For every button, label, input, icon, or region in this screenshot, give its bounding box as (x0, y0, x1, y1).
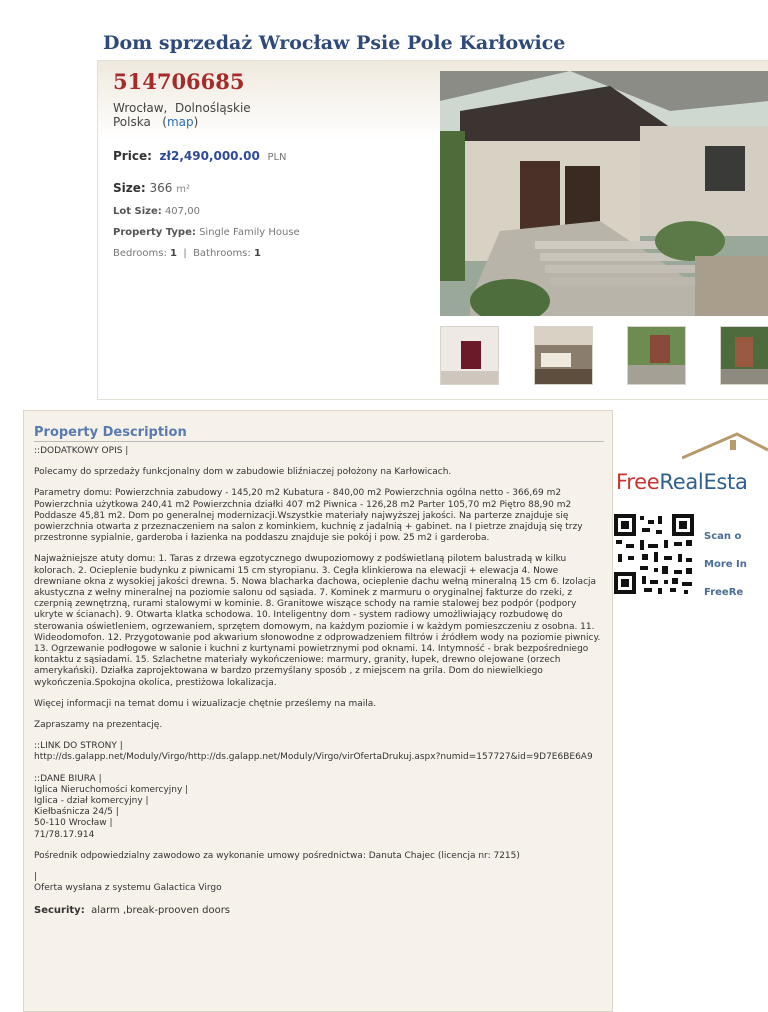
house-logo-icon (682, 428, 768, 468)
thumbnail-2[interactable] (534, 326, 593, 385)
security-label: Security: (34, 904, 85, 916)
lot-size-row (113, 206, 200, 217)
size-value: 366 (149, 181, 173, 195)
property-type-label: Property Type: (113, 227, 196, 238)
thumbnail-3[interactable] (627, 326, 686, 385)
map-link[interactable]: map (166, 115, 194, 129)
bathrooms-value: 1 (253, 248, 261, 259)
price-label: Price: (113, 149, 152, 163)
office-details: ::DANE BIURA | Iglica Nieruchomości komercyjny | Iglica - dział komercyjny | Kiełbaśnicza 24/5 | 50-110 Wrocław | 71/78.17.914 (34, 773, 189, 840)
description-paragraph: Zapraszamy na prezentację. (34, 720, 163, 731)
size-row (113, 181, 190, 195)
description-paragraph: Najważniejsze atuty domu: 1. Taras z drzewa egzotycznego dwupoziomowy z podświetlaną pilotem balustradą w kilku kolorach. 2. Ocieplenie budynku z piwnicami 15 cm styropianu. 3. Cegła klinkierowa na elewacji + elewacja 4. Nowe drewniane okna z wysokiej jakości drewna. 5. Nowa blacharka dachowa, ocieplenie dachu wełną mineralną 15 cm 6. Izolacja akustyczna z wełny mineralnej na poziomie salonu od sąsiada. 7. Kominek z marmuru o oryginalnej fakturze do rzeki, z czerpnią zewnętrzną, rurami stalowymi w kominie. 8. Granitowe wiszące schody na ramie stalowej bez podpór (podpory ukryte w ścianach). 9. Otwarta klatka schodowa. 10. Inteligentny dom - system radiowy umożliwiający rozbudowę do sterowania oświetleniem, ogrzewaniem, sprzętem domowym, na każdym poziomie i w każdym pomieszczeniu z osobna. 11. Wideodomofon. 12. Przygotowanie pod akwarium słonowodne z odprowadzeniem filtrów i źródłem wody na poziomie piwnicy. 13. Ogrzewanie podłogowe w salonie i kuchni z kurtynami powietrznymi pod oknami. 14. Intymność - brak bezpośredniego kontaktu z sąsiadami. 15. Szlachetne materiały wykończeniowe: marmury, granity, łupek, drewno olejowane (orzech amerykański). Działka zaprojektowana w bardzo przemyślany sposób , z miejscem na grila. Dom do niewielkiego wykończenia.Spokojna okolica, prestiżowa lokalizacja. (34, 554, 601, 688)
free-real-estate-logo[interactable] (616, 470, 748, 494)
bathrooms-label: Bathrooms: (193, 248, 251, 259)
rooms-row (113, 248, 261, 259)
lot-size-value: 407,00 (164, 206, 200, 217)
logo-text-free: Free (616, 470, 660, 494)
qr-code (614, 514, 694, 594)
address-country: Polska (113, 115, 151, 129)
security-value: alarm ,break-prooven doors (91, 904, 231, 916)
bedrooms-value: 1 (170, 248, 177, 259)
address-city: Wrocław, Dolnośląskie (113, 101, 251, 115)
property-type-value: Single Family House (199, 227, 300, 238)
freerealestate-link[interactable]: FreeRe (704, 587, 744, 598)
agent-paragraph: Pośrednik odpowiedzialny zawodowo za wykonanie umowy pośrednictwa: Danuta Chajec (licencja nr: 7215) (34, 850, 520, 861)
price-currency: PLN (267, 152, 287, 163)
listing-id: 514706685 (113, 69, 245, 94)
link-paragraph: ::LINK DO STRONY | http://ds.galapp.net/Moduly/Virgo/http://ds.galapp.net/Moduly/Virgo/virOfertaDrukuj.aspx?numid=157727&id=9D7E6BE6A9 (34, 741, 593, 763)
more-info-link[interactable]: More In (704, 559, 747, 570)
logo-text-realestate: RealEsta (659, 470, 748, 494)
description-body (34, 446, 606, 926)
description-paragraph: Więcej informacji na temat domu i wizualizacje chętnie prześlemy na maila. (34, 698, 377, 709)
system-paragraph: | Oferta wysłana z systemu Galactica Virgo (34, 872, 222, 894)
property-type-row (113, 227, 300, 238)
description-paragraph: Parametry domu: Powierzchnia zabudowy - 145,20 m2 Kubatura - 840,00 m2 Powierzchnia ogólna netto - 366,69 m2 Powierzchnia użytkowa 240,41 m2 Powierzchnia działki 407 m2 Piwnica - 126,28 m2 Parter 105,70 m2 Piętro 88,90 m2 Poddasze 45,81 m2. Dom po generalnej modernizacji.Wszystkie materiały najwyższej jakości. Na parterze znajduje się powierzchnia otwarta z przeznaczeniem na salon z kominkiem, kuchnię z jadalnią + gabinet. na I pietrze znajdują się trzy przestronne sypialnie, garderoba i łazienka na poddaszu znajduje sie pokój i pow. 25 m2 i garderoba. (34, 488, 583, 544)
scan-link[interactable]: Scan o (704, 531, 742, 542)
listing-card (97, 60, 768, 400)
security-row (34, 905, 606, 916)
property-description-panel (23, 410, 613, 1012)
description-paragraph: Polecamy do sprzedaży funkcjonalny dom w zabudowie bliźniaczej położony na Karłowicach. (34, 467, 452, 478)
page-title: Dom sprzedaż Wrocław Psie Pole Karłowice (103, 32, 566, 54)
address: Wrocław, Dolnośląskie Polska (map) (113, 101, 251, 129)
lot-size-label: Lot Size: (113, 206, 162, 217)
rooms-separator: | (183, 248, 187, 259)
sidebar (614, 428, 768, 628)
thumbnail-1[interactable] (440, 326, 499, 385)
main-property-photo[interactable] (440, 71, 768, 316)
price-row (113, 149, 287, 163)
bedrooms-label: Bedrooms: (113, 248, 167, 259)
section-title: Property Description (34, 425, 604, 442)
thumbnail-4[interactable] (720, 326, 768, 385)
description-paragraph: ::DODATKOWY OPIS | (34, 446, 129, 456)
size-unit: m² (176, 184, 190, 195)
price-value: zł2,490,000.00 (159, 149, 260, 163)
size-label: Size: (113, 181, 146, 195)
